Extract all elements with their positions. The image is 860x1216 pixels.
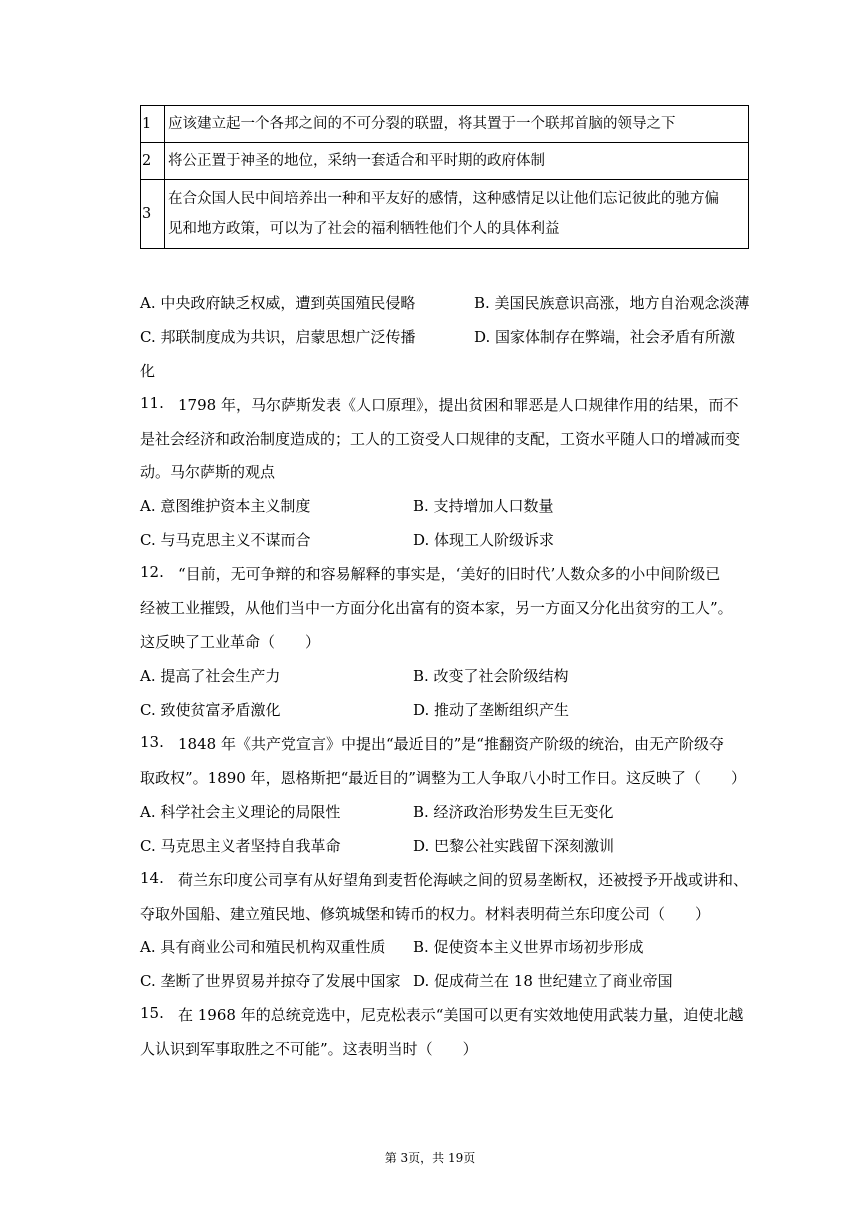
question-13-text: 1848 年《共产党宣言》中提出“最近目的”是“推翻资产阶级的统治，由无产阶级夺 <box>178 735 724 753</box>
question-15-text: 在 1968 年的总统竞选中，尼克松表示“美国可以更有实效地使用武装力量，迫使北越 <box>178 1006 744 1024</box>
question-number-12: 12. <box>140 563 164 581</box>
q13-option-c: C. 马克思主义者坚持自我革命 <box>140 837 341 855</box>
q10-option-b: B. 美国民族意识高涨，地方自治观念淡薄 <box>474 294 750 312</box>
row-text: 将公正置于神圣的地位，采纳一套适合和平时期的政府体制 <box>165 143 749 180</box>
question-11-text: 动。马尔萨斯的观点 <box>140 463 276 481</box>
question-number-15: 15. <box>140 1004 164 1022</box>
row-number: 1 <box>141 106 165 143</box>
row-text-line: 见和地方政策，可以为了社会的福利牺牲他们个人的具体利益 <box>168 221 560 237</box>
q11-option-a: A. 意图维护资本主义制度 <box>140 497 311 515</box>
q14-option-c: C. 垄断了世界贸易并掠夺了发展中国家 <box>140 972 401 990</box>
question-14-text: 荷兰东印度公司享有从好望角到麦哲伦海峡之间的贸易垄断权，还被授予开战或讲和、 <box>178 871 749 889</box>
q13-option-b: B. 经济政治形势发生巨无变化 <box>413 803 614 821</box>
table-row <box>141 106 749 143</box>
q14-option-a: A. 具有商业公司和殖民机构双重性质 <box>140 938 386 956</box>
q14-option-b: B. 促使资本主义世界市场初步形成 <box>413 938 644 956</box>
row-text-line: 在合众国人民中间培养出一种和平友好的感情，这种感情足以让他们忘记彼此的驰方偏 <box>168 191 719 207</box>
question-12-text: 这反映了工业革命（ ） <box>140 633 321 651</box>
table-row <box>141 143 749 180</box>
question-12-text: 经被工业摧毁，从他们当中一方面分化出富有的资本家，另一方面又分化出贫穷的工人”。 <box>140 599 733 617</box>
q10-option-d-cont: 化 <box>140 362 156 380</box>
q10-option-c: C. 邦联制度成为共识，启蒙思想广泛传播 <box>140 328 416 346</box>
row-text: 应该建立起一个各邦之间的不可分裂的联盟，将其置于一个联邦首脑的领导之下 <box>165 106 749 143</box>
q12-option-a: A. 提高了社会生产力 <box>140 667 281 685</box>
question-number-11: 11. <box>140 394 164 412</box>
row-number: 2 <box>141 143 165 180</box>
row-text <box>165 180 749 249</box>
question-11-text: 1798 年，马尔萨斯发表《人口原理》，提出贫困和罪恶是人口规律作用的结果，而不 <box>178 396 739 414</box>
q11-option-d: D. 体现工人阶级诉求 <box>413 531 555 549</box>
q12-option-d: D. 推动了垄断组织产生 <box>413 701 570 719</box>
row-number: 3 <box>141 180 165 249</box>
question-number-14: 14. <box>140 869 164 887</box>
table-row <box>141 180 749 249</box>
q13-option-d: D. 巴黎公社实践留下深刻激训 <box>413 837 615 855</box>
q14-option-d: D. 促成荷兰在 18 世纪建立了商业帝国 <box>413 972 673 990</box>
reference-table <box>140 105 749 249</box>
q10-option-a: A. 中央政府缺乏权威，遭到英国殖民侵略 <box>140 294 416 312</box>
q13-option-a: A. 科学社会主义理论的局限性 <box>140 803 341 821</box>
page-footer: 第 3页，共 19页 <box>384 1151 476 1165</box>
q10-option-d: D. 国家体制存在弊端，社会矛盾有所激 <box>474 328 736 346</box>
q12-option-b: B. 改变了社会阶级结构 <box>413 667 569 685</box>
q12-option-c: C. 致使贫富矛盾激化 <box>140 701 281 719</box>
question-13-text: 取政权”。1890 年，恩格斯把“最近目的”调整为工人争取八小时工作日。这反映了（ ） <box>140 769 746 787</box>
q11-option-b: B. 支持增加人口数量 <box>413 497 554 515</box>
question-number-13: 13. <box>140 733 164 751</box>
q11-option-c: C. 与马克思主义不谋而合 <box>140 531 311 549</box>
question-14-text: 夺取外国船、建立殖民地、修筑城堡和铸币的权力。材料表明荷兰东印度公司（ ） <box>140 905 711 923</box>
question-12-text: “目前，无可争辩的和容易解释的事实是，‘美好的旧时代’人数众多的小中间阶级已 <box>178 565 721 583</box>
question-11-text: 是社会经济和政治制度造成的；工人的工资受人口规律的支配，工资水平随人口的增减而变 <box>140 430 741 448</box>
question-15-text: 人认识到军事取胜之不可能”。这表明当时（ ） <box>140 1040 478 1058</box>
